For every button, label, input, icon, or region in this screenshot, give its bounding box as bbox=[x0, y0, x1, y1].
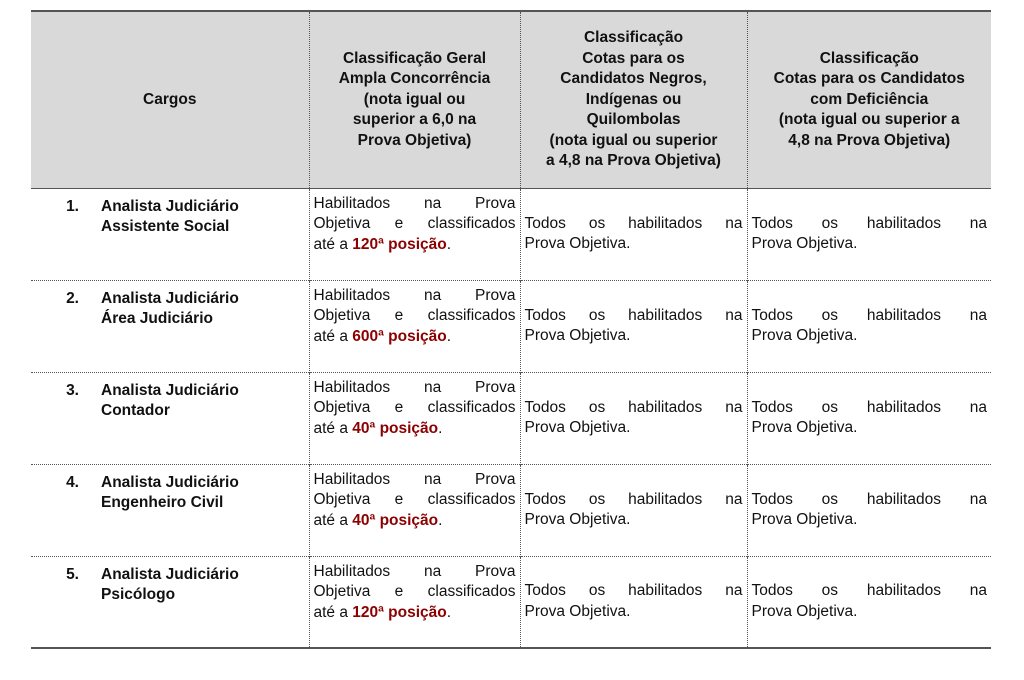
posicao-highlight: 120ª posição bbox=[352, 603, 447, 621]
deficiencia-cell bbox=[747, 464, 991, 556]
deficiencia-cell bbox=[747, 556, 991, 648]
header-deficiencia-line: 4,8 na Prova Objetiva) bbox=[788, 131, 951, 149]
geral-text: Objetiva e classificados bbox=[313, 215, 516, 232]
table-row bbox=[31, 280, 991, 372]
header-geral-line: Ampla Concorrência bbox=[338, 70, 491, 87]
deficiencia-text: Todos os habilitados na bbox=[751, 490, 987, 508]
cotas-cell bbox=[520, 372, 747, 464]
table-row bbox=[31, 372, 991, 464]
cotas-text: Todos os habilitados na bbox=[524, 490, 743, 508]
geral-text: Habilitados na Prova bbox=[313, 378, 516, 396]
cargo-cell bbox=[31, 464, 309, 556]
header-geral bbox=[309, 11, 520, 188]
deficiencia-text: Todos os habilitados na bbox=[751, 398, 987, 416]
header-cotas-line: Indígenas ou bbox=[585, 90, 682, 108]
cotas-text: Todos os habilitados na bbox=[524, 306, 743, 324]
deficiencia-cell bbox=[747, 188, 991, 280]
header-deficiencia-line: Classificação bbox=[819, 49, 919, 67]
posicao-highlight: 40ª posição bbox=[352, 511, 439, 529]
deficiencia-cell bbox=[747, 372, 991, 464]
header-cotas-line: Cotas para os bbox=[582, 49, 685, 67]
header-geral-line: Prova Objetiva) bbox=[357, 131, 472, 149]
deficiencia-text: Todos os habilitados na bbox=[751, 214, 987, 232]
header-cotas-line: a 4,8 na Prova Objetiva) bbox=[546, 152, 721, 169]
cotas-cell bbox=[520, 556, 747, 648]
cargo-number: 1. bbox=[66, 197, 79, 215]
header-geral-line: Classificação Geral bbox=[342, 49, 487, 67]
geral-text: Objetiva e classificados bbox=[313, 583, 516, 600]
geral-text: até a bbox=[313, 603, 353, 621]
cotas-text: Todos os habilitados na bbox=[524, 582, 743, 600]
header-cotas-line: Classificação bbox=[583, 29, 684, 46]
posicao-highlight: 40ª posição bbox=[352, 419, 439, 437]
header-deficiencia-line: (nota igual ou superior a bbox=[778, 111, 960, 128]
cargo-specialty: Contador bbox=[101, 402, 170, 419]
geral-period: . bbox=[438, 511, 443, 529]
header-cargos-line: Cargos bbox=[143, 90, 197, 108]
classification-table bbox=[31, 10, 991, 649]
deficiencia-text: Prova Objetiva. bbox=[751, 419, 858, 436]
posicao-highlight: 120ª posição bbox=[352, 235, 447, 253]
header-row bbox=[31, 11, 991, 188]
cargo-name: Analista Judiciário bbox=[101, 381, 239, 399]
cargo-cell bbox=[31, 372, 309, 464]
geral-text: Objetiva e classificados bbox=[313, 491, 516, 508]
cargo-name: Analista Judiciário bbox=[101, 197, 239, 215]
geral-text: até a bbox=[313, 419, 353, 437]
geral-cell bbox=[309, 372, 520, 464]
header-cargos bbox=[31, 11, 309, 188]
header-geral-line: (nota igual ou bbox=[363, 90, 466, 108]
cargo-number: 3. bbox=[66, 381, 79, 399]
cargo-name: Analista Judiciário bbox=[101, 289, 239, 307]
deficiencia-text: Prova Objetiva. bbox=[751, 602, 858, 620]
cargo-name: Analista Judiciário bbox=[101, 565, 239, 583]
header-deficiencia-line: Cotas para os Candidatos bbox=[773, 70, 965, 87]
cargo-cell bbox=[31, 556, 309, 648]
geral-text: até a bbox=[313, 511, 353, 529]
geral-period: . bbox=[446, 327, 452, 345]
header-deficiencia bbox=[747, 11, 991, 188]
geral-cell bbox=[309, 556, 520, 648]
geral-text: Habilitados na Prova bbox=[313, 470, 516, 488]
geral-text: até a bbox=[313, 327, 353, 345]
cargo-number: 2. bbox=[66, 289, 79, 307]
cargo-specialty: Psicólogo bbox=[101, 586, 176, 603]
cotas-text: Prova Objetiva. bbox=[524, 235, 631, 252]
geral-period: . bbox=[438, 419, 443, 437]
cotas-cell bbox=[520, 188, 747, 280]
cargo-specialty: Área Judiciário bbox=[101, 310, 213, 327]
cotas-text: Prova Objetiva. bbox=[524, 511, 631, 528]
geral-cell bbox=[309, 464, 520, 556]
geral-text: Objetiva e classificados bbox=[313, 399, 516, 416]
cargo-number: 4. bbox=[66, 473, 79, 491]
cotas-text: Todos os habilitados na bbox=[524, 214, 743, 232]
cotas-text: Todos os habilitados na bbox=[524, 398, 743, 416]
table-row bbox=[31, 556, 991, 648]
table-row bbox=[31, 464, 991, 556]
geral-text: Habilitados na Prova bbox=[313, 194, 516, 212]
header-cotas-line: (nota igual ou superior bbox=[549, 131, 718, 149]
deficiencia-text: Prova Objetiva. bbox=[751, 235, 858, 252]
cotas-text: Prova Objetiva. bbox=[524, 602, 631, 620]
geral-text: até a bbox=[313, 235, 353, 253]
cotas-text: Prova Objetiva. bbox=[524, 419, 631, 436]
header-cotas-negros bbox=[520, 11, 747, 188]
cargo-specialty: Engenheiro Civil bbox=[101, 494, 224, 511]
cargo-cell bbox=[31, 280, 309, 372]
geral-period: . bbox=[446, 235, 452, 253]
header-geral-line: superior a 6,0 na bbox=[352, 111, 477, 128]
cotas-text: Prova Objetiva. bbox=[524, 327, 631, 344]
cargo-cell bbox=[31, 188, 309, 280]
geral-cell bbox=[309, 188, 520, 280]
posicao-highlight: 600ª posição bbox=[352, 327, 447, 345]
cotas-cell bbox=[520, 280, 747, 372]
deficiencia-text: Prova Objetiva. bbox=[751, 327, 858, 344]
cargo-name: Analista Judiciário bbox=[101, 473, 239, 491]
geral-text: Objetiva e classificados bbox=[313, 307, 516, 324]
geral-text: Habilitados na Prova bbox=[313, 286, 516, 304]
deficiencia-text: Todos os habilitados na bbox=[751, 306, 987, 324]
deficiencia-cell bbox=[747, 280, 991, 372]
geral-period: . bbox=[446, 603, 452, 621]
deficiencia-text: Prova Objetiva. bbox=[751, 511, 858, 528]
header-deficiencia-line: com Deficiência bbox=[810, 90, 929, 108]
cargo-specialty: Assistente Social bbox=[101, 218, 230, 235]
geral-cell bbox=[309, 280, 520, 372]
header-cotas-line: Quilombolas bbox=[586, 111, 681, 128]
table-row bbox=[31, 188, 991, 280]
cargo-number: 5. bbox=[66, 565, 79, 583]
geral-text: Habilitados na Prova bbox=[313, 562, 516, 580]
deficiencia-text: Todos os habilitados na bbox=[751, 582, 987, 600]
header-cotas-line: Candidatos Negros, bbox=[560, 70, 707, 87]
cotas-cell bbox=[520, 464, 747, 556]
